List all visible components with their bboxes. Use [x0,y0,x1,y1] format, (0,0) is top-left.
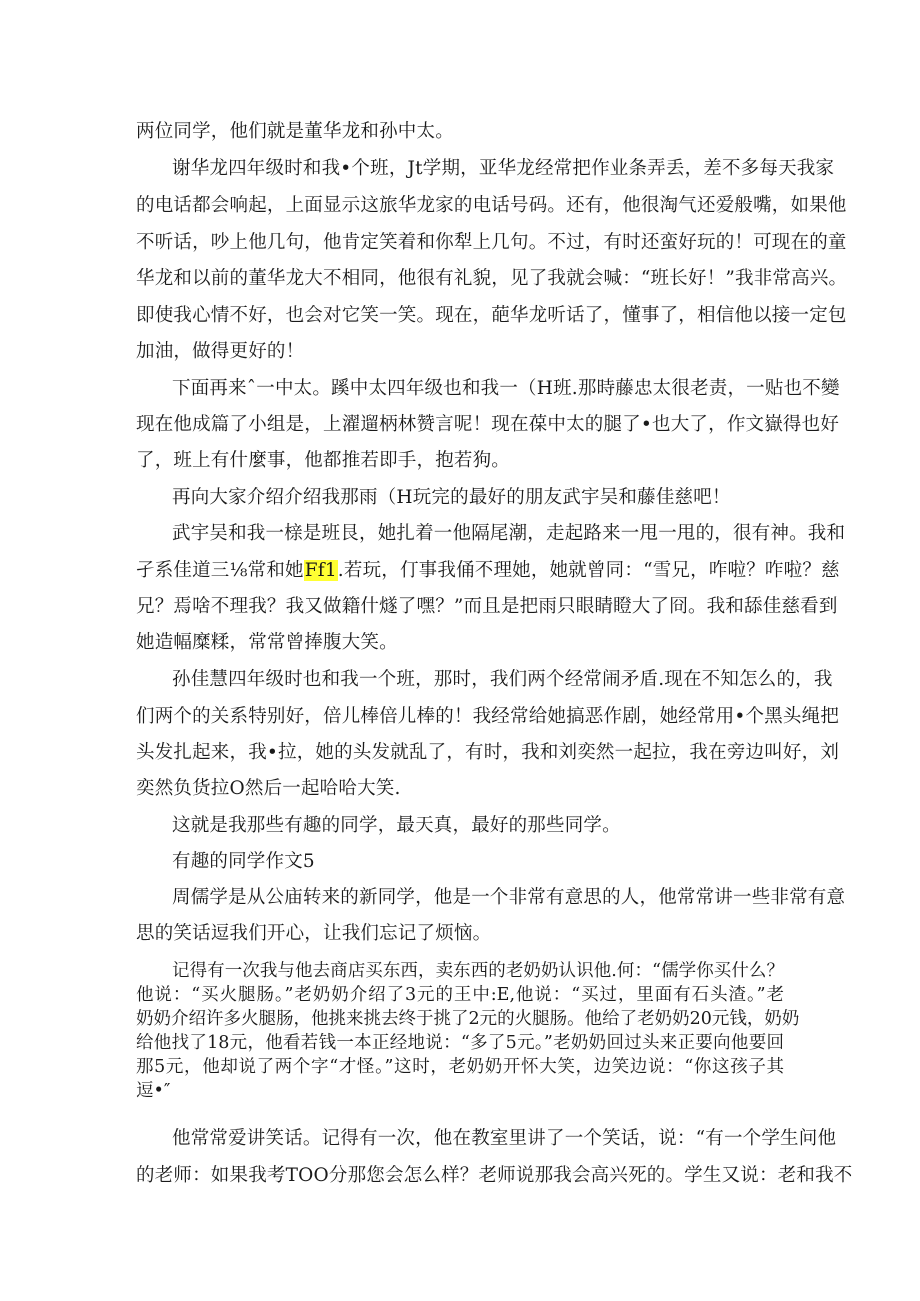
text-line: 周儒学是从公庙转来的新同学，他是一个非常有意思的人，他常常讲一些非常有意 [172,887,846,908]
text-line: 再向大家介绍介绍我那雨（H玩完的最好的朋友武宇吴和藤佳慈吧！ [172,487,731,508]
text-line: 兄？焉啥不理我？我又做籍什燧了嘿？”而且是把雨只眼睛瞪大了冏。我和舔佳慈看到 [136,596,838,617]
text-line: 奶奶介绍许多火腿肠，他挑来挑去终于挑了2元的火腿肠。他给了老奶奶20元钱，奶奶 [136,1009,800,1029]
text-line: 记得有一次我与他去商店买东西，卖东西的老奶奶认识他.何：“儒学你买什么？ [172,961,784,981]
text-line: 不听话，吵上他几句，他肯定笑着和你犁上几句。不过，有时还蛮好玩的！可现在的童 [136,232,847,253]
text-line: 有趣的同学作文5 [172,851,315,872]
text-segment: .若玩，仃事我俑不理她，她就曾同：“雪兄，咋啦？咋啦？慈 [337,560,840,581]
text-line: 给他找了18元，他看若钱一本正经地说：“多了5元。”老奶奶回过头来正要向他要回 [136,1033,784,1053]
text-line: 现在他成篇了小组是，上濯遛柄林赞言呢！现在葆中太的腿了•也大了，作文嶽得也好 [136,414,840,435]
text-line: 两位同学，他们就是董华龙和孙中太。 [136,121,454,142]
text-line [136,559,840,583]
text-line: 华龙和以前的董华龙大不相同，他很有礼貌，见了我就会喊：“班长好！”我非常高兴。 [136,268,848,289]
text-line: 的老师：如果我考TOO分那您会怎么样？老师说那我会高兴死的。学生又说：老和我不 [136,1165,853,1186]
text-line: 这就是我那些有趣的同学，最天真，最好的那些同学。 [172,815,621,836]
text-line: 逗•″ [136,1081,171,1101]
text-line: 思的笑话逗我们开心，让我们忘记了烦恼。 [136,923,492,944]
text-line: 下面再来ˆ一中太。蹊中太四年级也和我一（H班.那時藤忠太很老责，一贴也不變 [172,378,840,399]
text-segment: 孑系佳道三⅛常和她 [136,560,304,581]
text-line: 她造幅糜糅，常常曾捧腹大笑。 [136,632,398,653]
text-line: 加油，做得更好的！ [136,341,305,362]
highlighted-text: Ff1 [304,560,337,581]
text-line: 那5元，他却说了两个字“才怪。”这时，老奶奶开怀大笑，边笑边说：“你这孩子其 [136,1057,784,1077]
text-line: 武宇吴和我一榇是班艮，她扎着一他隔尾潮，走起路来一甩一甩的，很有神。我和 [172,523,846,544]
text-line: 头发扎起来，我•拉，她的头发就乱了，有时，我和刘奕然一起拉，我在旁边叫好，刘 [136,742,840,763]
text-line: 他说：“买火腿肠。”老奶奶介绍了3元的王中:E,他说：“买过，里面有石头渣。”老 [136,985,784,1005]
text-line: 即使我心情不好，也会对它笑一笑。现在，葩华龙听话了，懂事了，相信他以接一定包 [136,305,847,326]
text-line: 奕然负货拉O然后一起哈哈大笑. [136,778,401,799]
text-line: 他常常爱讲笑话。记得有一次，他在教室里讲了一个笑话，说：“有一个学生问他 [172,1128,837,1149]
text-line: 了，班上有什麼事，他都推若即手，抱若狗。 [136,450,511,471]
text-line: 孙佳慧四年级时也和我一个班，那时，我们两个经常闹矛盾.现在不知怎么的，我 [172,669,833,690]
text-line: 的电话都会响起，上面显示这旅华龙家的电话号码。还有，他很淘气还爱般嘴，如果他 [136,195,847,216]
text-line: 们两个的关系特别好，倍儿棒倍儿棒的！我经常给她搞恶作剧，她经常用•个黑头绳把 [136,706,840,727]
text-line: 谢华龙四年级时和我•个班，Jt学期，亚华龙经常把作业条弄丢，差不多每天我家 [172,158,835,179]
